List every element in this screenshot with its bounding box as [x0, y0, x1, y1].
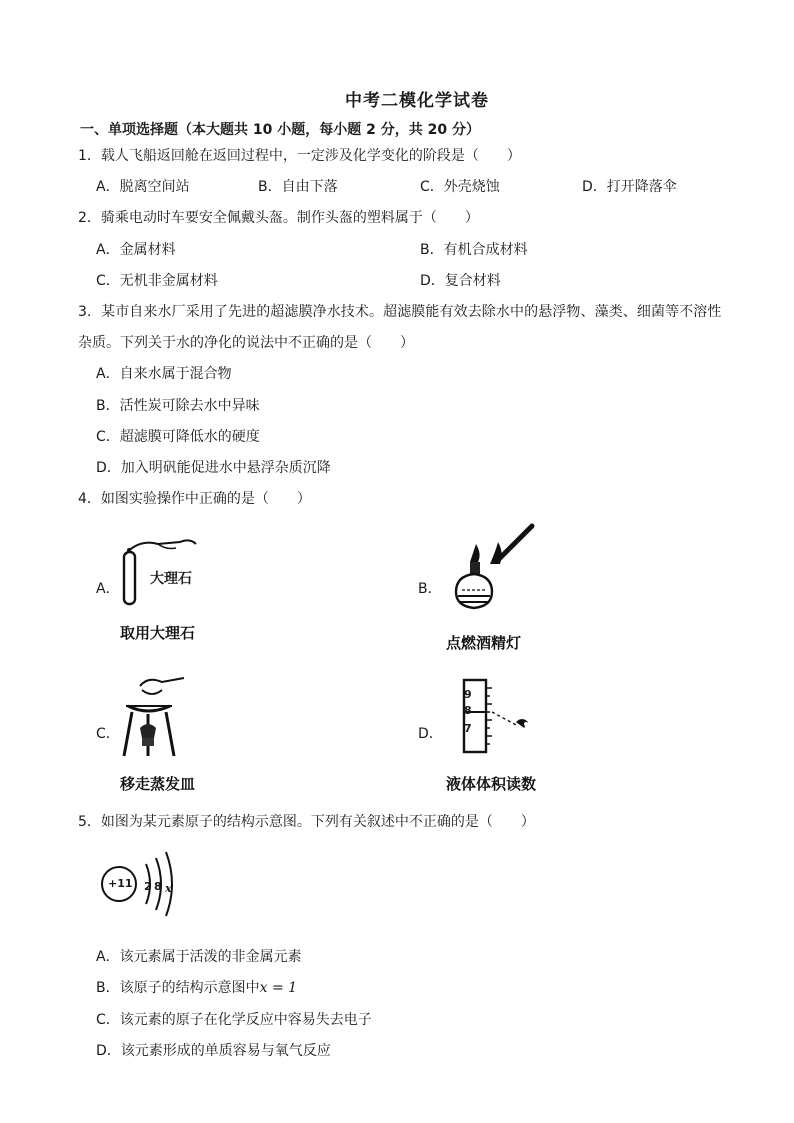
page-title: 中考二模化学试卷	[345, 91, 489, 111]
atom-shell-1: 2	[144, 880, 152, 893]
cylinder-tick-8: 8	[464, 704, 472, 717]
q3-option-d[interactable]: D．加入明矾能促进水中悬浮杂质沉降	[96, 460, 331, 476]
question-1-stem: 1．载人飞船返回舱在返回过程中，一定涉及化学变化的阶段是（ ）	[78, 148, 521, 164]
atom-shell-3: x	[165, 882, 172, 895]
q5-option-b-text: B．该原子的结构示意图中	[96, 980, 260, 996]
question-5-stem: 5．如图为某元素原子的结构示意图。下列有关叙述中不正确的是（ ）	[78, 814, 535, 830]
question-4-stem: 4．如图实验操作中正确的是（ ）	[78, 491, 311, 507]
q3-option-c[interactable]: C．超滤膜可降低水的硬度	[96, 429, 260, 445]
section-heading: 一、单项选择题（本大题共 10 小题，每小题 2 分，共 20 分）	[80, 122, 480, 138]
figure-a-inner-label: 大理石	[150, 571, 192, 587]
q5-option-b-math: x = 1	[259, 980, 298, 996]
q1-option-d[interactable]: D．打开降落伞	[582, 179, 677, 195]
q4-option-c-letter[interactable]: C．	[96, 726, 120, 742]
figure-a-caption: 取用大理石	[120, 624, 196, 642]
atom-nucleus-label: +11	[108, 877, 133, 890]
cylinder-tick-9: 9	[464, 688, 472, 701]
q4-option-d-letter[interactable]: D．	[418, 726, 443, 742]
q5-option-b[interactable]	[96, 977, 297, 997]
figure-move-dish-icon	[118, 676, 198, 761]
figure-light-lamp-icon	[446, 520, 546, 620]
q1-option-c[interactable]: C．外壳烧蚀	[420, 179, 500, 195]
question-3-stem-line2: 杂质。下列关于水的净化的说法中不正确的是（ ）	[78, 335, 414, 351]
q5-option-c[interactable]: C．该元素的原子在化学反应中容易失去电子	[96, 1012, 372, 1028]
question-3-stem-line1: 3．某市自来水厂采用了先进的超滤膜净水技术。超滤膜能有效去除水中的悬浮物、藻类、细菌等不溶性	[78, 304, 722, 320]
q4-option-b-letter[interactable]: B．	[418, 581, 442, 597]
q2-option-a[interactable]: A．金属材料	[96, 242, 176, 258]
q5-option-d[interactable]: D．该元素形成的单质容易与氧气反应	[96, 1043, 331, 1059]
q1-option-a[interactable]: A．脱离空间站	[96, 179, 190, 195]
q2-option-c[interactable]: C．无机非金属材料	[96, 273, 218, 289]
figure-d-caption: 液体体积读数	[446, 775, 537, 793]
q3-option-a[interactable]: A．自来水属于混合物	[96, 366, 232, 382]
q1-option-b[interactable]: B．自由下落	[258, 179, 338, 195]
q2-option-d[interactable]: D．复合材料	[420, 273, 501, 289]
atom-shell-2: 8	[154, 880, 162, 893]
question-2-stem: 2．骑乘电动时车要安全佩戴头盔。制作头盔的塑料属于（ ）	[78, 210, 479, 226]
figure-b-caption: 点燃酒精灯	[446, 634, 522, 652]
q5-option-a[interactable]: A．该元素属于活泼的非金属元素	[96, 949, 302, 965]
q4-option-a-letter[interactable]: A．	[96, 581, 120, 597]
q3-option-b[interactable]: B．活性炭可除去水中异味	[96, 398, 260, 414]
figure-c-caption: 移走蒸发皿	[120, 775, 196, 793]
q2-option-b[interactable]: B．有机合成材料	[420, 242, 528, 258]
cylinder-tick-7: 7	[464, 722, 472, 735]
